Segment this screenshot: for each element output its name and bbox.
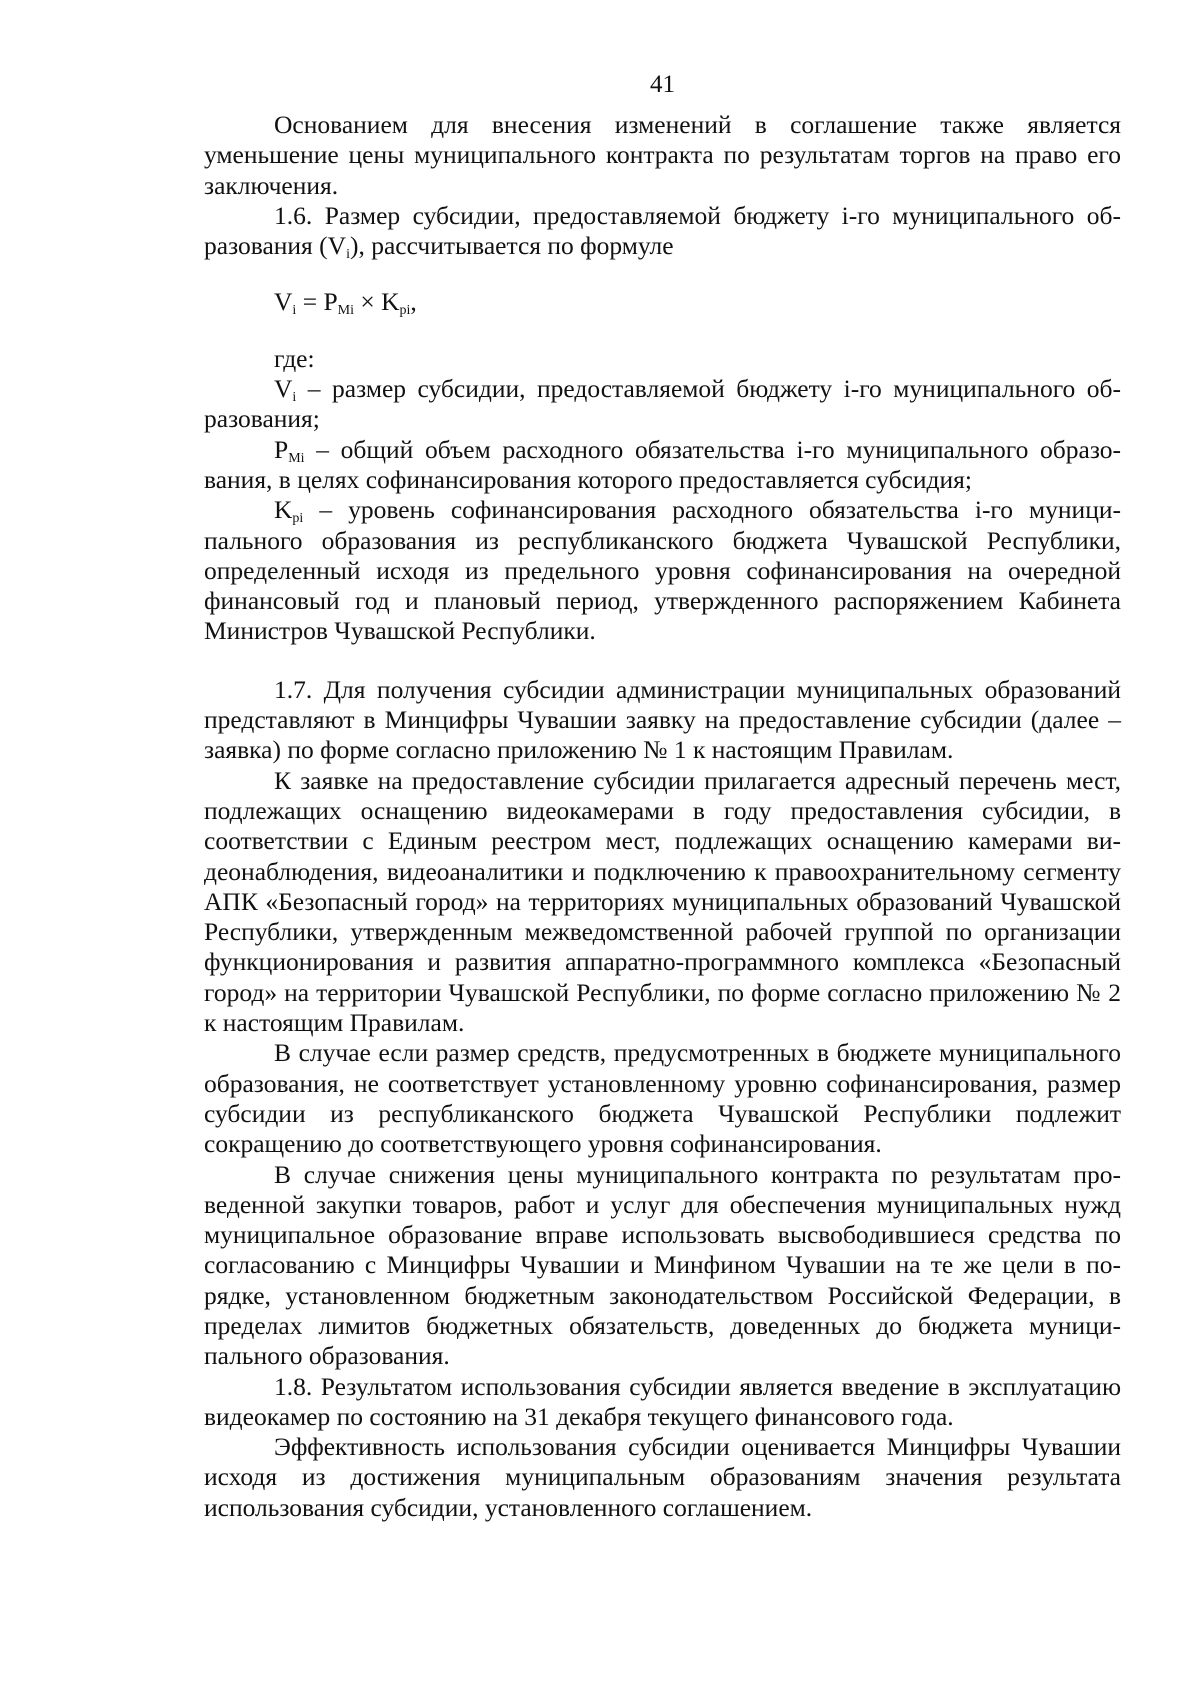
symbol-k: K: [274, 495, 293, 525]
definition-p-text: – общий объем расходного обязательства i-го муниципального образования, в целях софинансирования которого предоставляется субсидия;: [204, 434, 1121, 494]
paragraph-price-decrease: В случае снижения цены муниципального контракта по результатам проведенной закупки товаров, работ и услуг для обеспечения муниципальных нужд муниципальное образование вправе использовать высвободившиеся средства по согласованию с Минцифры Чувашии и Минфином Чувашии на те же цели в порядке, установленном бюджетным законодательством Российской Федерации, в пределах лимитов бюджетных обязательств, доведенных до бюджета муниципального образования.: [204, 1159, 1121, 1371]
paragraph-1-6: [204, 201, 1121, 262]
paragraph-1-8: 1.8. Результатом использования субсидии является введение в эксплуатацию видеокамер по состоянию на 31 декабря текущего финансового года.: [204, 1371, 1121, 1431]
formula-p-sub: Mi: [337, 303, 354, 319]
paragraph-funds-mismatch: В случае если размер средств, предусмотренных в бюджете муниципального образования, не соответствует установленному уровню софинансирования, размер субсидии из республиканского бюджета Чувашской Республики подлежит сокращению до соответствующего уровня софинансирования.: [204, 1038, 1121, 1159]
paragraph-application-list: К заявке на предоставление субсидии прилагается адресный перечень мест, подлежащих оснащению видеокамерами в году предоставления субсидии, в соответствии с Единым реестром мест, подлежащих оснащению камерами видеонаблюдения, видеоаналитики и подключению к правоохранительному сегменту АПК «Безопасный город» на территориях муниципальных образований Чувашской Республики, утвержденным межведомственной рабочей группой по организации функционирования и развития аппаратно-программного комплекса «Безопасный город» на территории Чувашской Республики, по форме согласно приложению № 2 к настоящим Правилам.: [204, 765, 1121, 1038]
definition-v: [204, 374, 1121, 435]
definition-p: [204, 435, 1121, 496]
paragraph-contract-change: Основанием для внесения изменений в соглашение также является уменьшение цены муниципального контракта по результатам торгов на право его заключения.: [204, 110, 1121, 200]
symbol-v: V: [274, 374, 293, 404]
formula: [204, 287, 1121, 317]
definition-k-text: – уровень софинансирования расходного обязательства i-го муниципального образования из республиканского бюджета Чувашской Республики, определенный исходя из предельного уровня софинансирования на очередной финансовый год и плановый период, утвержденного распоряжением Кабинета Министров Чувашской Республики.: [204, 495, 1121, 646]
formula-eq: = P: [296, 287, 338, 317]
formula-k-sub: pi: [399, 303, 411, 319]
paragraph-1-7: 1.7. Для получения субсидии администрации муниципальных образований представляют в Минцифры Чувашии заявку на предоставление субсидии (далее – заявка) по форме согласно приложению № 1 к настоящим Правилам.: [204, 674, 1121, 765]
formula-end: ,: [410, 287, 417, 317]
p16-end: ), рассчитывается по формуле: [349, 231, 674, 261]
p16-text: 1.6. Размер субсидии, предоставляемой бюджету i-го муниципального образования (V: [204, 200, 1121, 261]
definition-v-text: – размер субсидии, предоставляемой бюджету i-го муниципального образования;: [204, 374, 1121, 434]
symbol-p: P: [274, 434, 289, 464]
page-number: 41: [650, 71, 675, 98]
p16-sub: i: [346, 247, 350, 263]
document-page: [204, 70, 1121, 1523]
paragraph-where: где:: [274, 343, 315, 373]
formula-v-sub: i: [292, 303, 297, 319]
symbol-p-sub: Mi: [288, 450, 305, 466]
formula-times: × K: [353, 287, 400, 317]
definition-k: [204, 495, 1121, 646]
symbol-v-sub: i: [292, 390, 297, 406]
formula-v: V: [274, 287, 293, 317]
paragraph-efficiency: Эффективность использования субсидии оценивается Минцифры Чувашии исходя из достижения муниципальным образованиям значения результата использования субсидии, установленного соглашением.: [204, 1432, 1121, 1522]
symbol-k-sub: pi: [292, 511, 304, 527]
